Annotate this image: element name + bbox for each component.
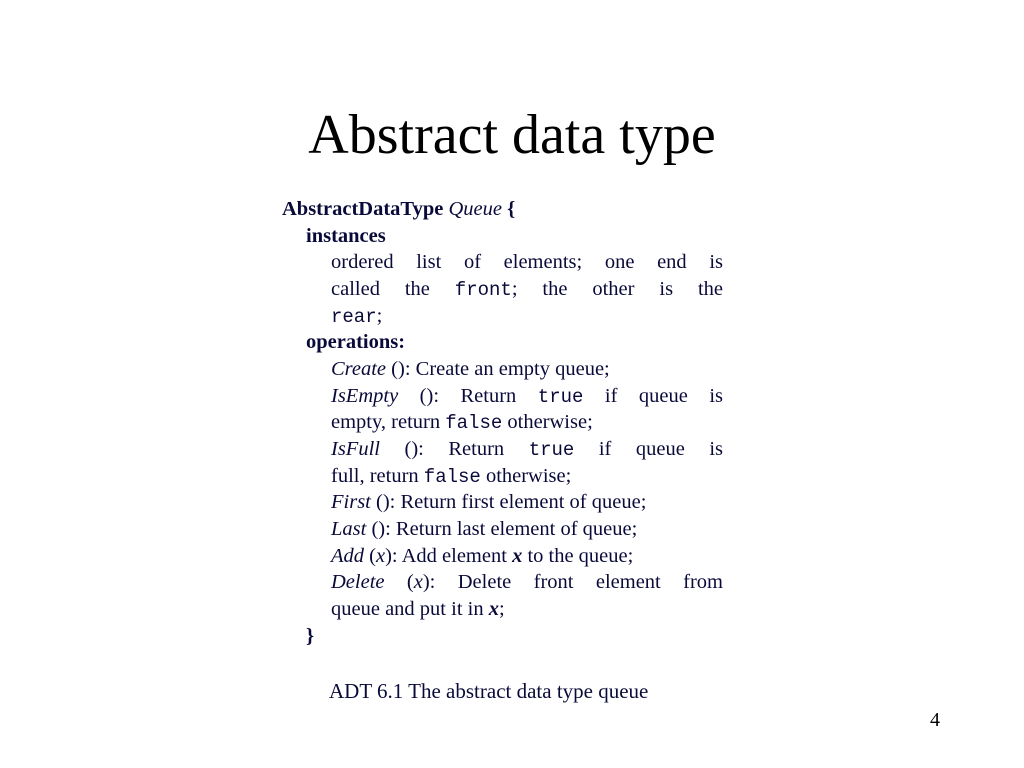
op-isfull-params: () — [404, 438, 419, 460]
code-false: false — [423, 466, 481, 488]
code-rear: rear — [331, 306, 377, 328]
adt-name: Queue — [448, 198, 502, 220]
op-create-name: Create — [331, 358, 387, 380]
op-first-params: () — [376, 491, 390, 513]
adt-keyword: AbstractDataType — [282, 198, 444, 220]
op-add-param: x — [375, 545, 386, 567]
op-add — [331, 543, 633, 569]
text-semicolon: ; — [376, 305, 383, 327]
op-first-name: First — [331, 491, 371, 513]
op-create-desc: : Create an empty queue; — [404, 358, 610, 380]
close-brace: } — [306, 625, 315, 647]
text-other-is-the: ; the other is the — [511, 278, 723, 300]
op-delete-paren-open: ( — [406, 571, 414, 593]
figure-caption: ADT 6.1 The abstract data type queue — [329, 679, 649, 703]
op-last — [331, 516, 637, 542]
op-delete-name: Delete — [331, 571, 385, 593]
code-true: true — [537, 386, 584, 408]
text-called-the: called the — [331, 278, 430, 300]
op-delete — [331, 569, 723, 595]
op-create-params: () — [391, 358, 405, 380]
op-add-desc-a: : Add element — [391, 545, 507, 567]
code-true: true — [528, 439, 575, 461]
instances-line-1: ordered list of elements; one end is — [331, 251, 723, 273]
op-isempty — [331, 383, 723, 409]
op-isfull-desc-a: : Return — [418, 438, 505, 460]
op-first-desc: : Return first element of queue; — [389, 491, 647, 513]
instances-label: instances — [306, 225, 386, 247]
text-full-return: full, return — [331, 465, 419, 487]
code-false: false — [445, 412, 503, 434]
op-last-name: Last — [331, 518, 367, 540]
adt-header-line — [282, 196, 515, 222]
op-isempty-params: () — [419, 385, 434, 407]
op-isfull-line-2 — [331, 463, 571, 489]
op-isfull-name: IsFull — [331, 438, 380, 460]
text-otherwise: otherwise; — [485, 465, 572, 487]
op-delete-param: x — [413, 571, 423, 593]
open-brace: { — [507, 198, 516, 220]
op-add-desc-var: x — [512, 545, 523, 567]
text-queue-and-put: queue and put it in — [331, 598, 484, 620]
text-semicolon: ; — [498, 598, 505, 620]
op-add-paren-close: ) — [385, 545, 392, 567]
text-empty-return: empty, return — [331, 411, 441, 433]
op-delete-line-2 — [331, 596, 505, 622]
op-last-params: () — [371, 518, 386, 540]
op-add-desc-b: to the queue; — [527, 545, 634, 567]
instances-line-3 — [331, 303, 382, 329]
operations-label: operations: — [306, 331, 406, 353]
text-otherwise: otherwise; — [507, 411, 593, 433]
op-create — [331, 356, 610, 382]
adt-figure — [282, 196, 727, 706]
code-front: front — [454, 279, 512, 301]
op-first — [331, 489, 646, 515]
page-number: 4 — [930, 709, 940, 731]
op-isempty-desc-b: if queue is — [604, 385, 723, 407]
instances-line-2 — [331, 276, 723, 302]
op-isempty-line-2 — [331, 409, 593, 435]
op-last-desc: : Return last element of queue; — [385, 518, 638, 540]
op-delete-paren-close: ) — [422, 571, 430, 593]
op-isfull — [331, 436, 723, 462]
op-add-paren-open: ( — [369, 545, 376, 567]
op-add-name: Add — [331, 545, 365, 567]
op-isfull-desc-b: if queue is — [598, 438, 724, 460]
op-delete-line2-var: x — [488, 598, 499, 620]
op-isempty-name: IsEmpty — [331, 385, 399, 407]
op-delete-desc: : Delete front element from — [429, 571, 723, 593]
op-isempty-desc-a: : Return — [433, 385, 517, 407]
slide-title: Abstract data type — [308, 104, 716, 166]
